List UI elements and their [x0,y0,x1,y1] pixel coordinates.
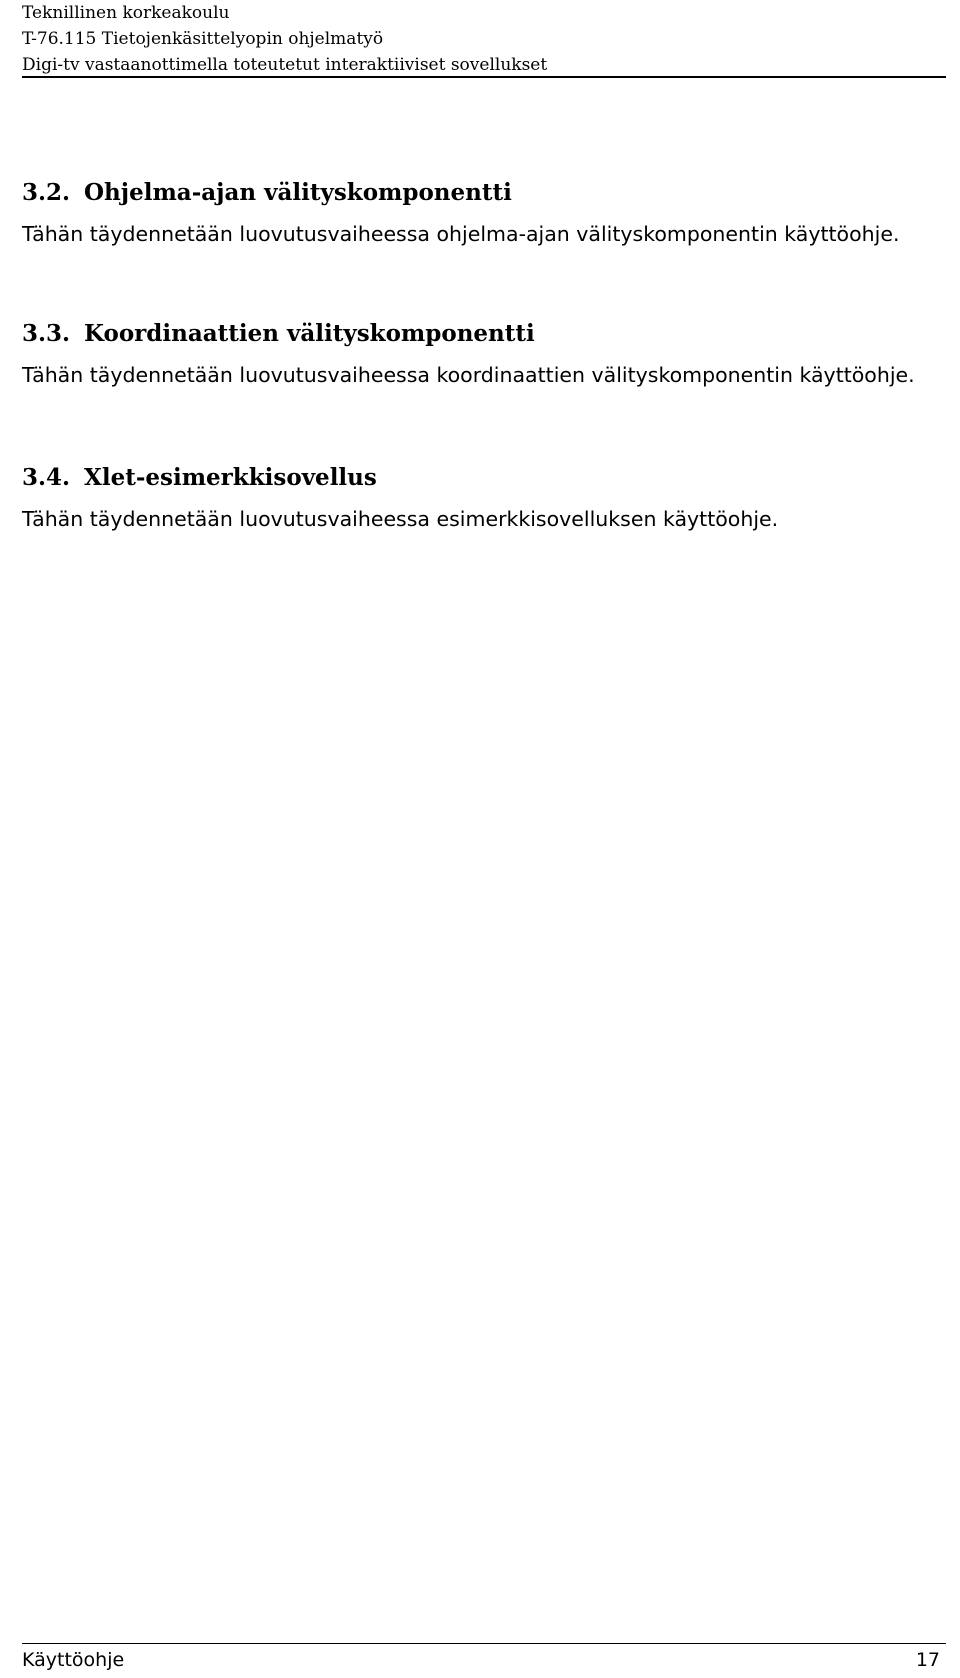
header-institution: Teknillinen korkeakoulu [22,3,230,23]
section-heading [22,178,942,208]
section-number: 3.3. [22,320,71,347]
section-title-text: Xlet-esimerkkisovellus [84,464,377,491]
section-paragraph: Tähän täydennetään luovutusvaiheessa koordinaattien välityskomponentin käyttöohje. [22,363,915,387]
section-number: 3.2. [22,179,71,206]
header-project: Digi-tv vastaanottimella toteutetut interaktiiviset sovellukset [22,55,548,75]
section-3-3 [22,319,942,391]
section-heading [22,463,942,493]
page-number: 17 [915,1649,940,1671]
header-course: T-76.115 Tietojenkäsittelyopin ohjelmatyö [22,29,384,49]
section-3-4 [22,463,942,535]
page-header [22,0,940,78]
section-title-text: Ohjelma-ajan välityskomponentti [84,179,512,206]
footer-document-title: Käyttöohje [22,1649,125,1671]
section-heading [22,319,942,349]
footer-divider [22,1643,946,1644]
section-3-2 [22,178,942,250]
section-number: 3.4. [22,464,71,491]
section-title-text: Koordinaattien välityskomponentti [84,320,535,347]
section-paragraph: Tähän täydennetään luovutusvaiheessa esimerkkisovelluksen käyttöohje. [22,507,779,531]
section-paragraph: Tähän täydennetään luovutusvaiheessa ohjelma-ajan välityskomponentin käyttöohje. [22,222,900,246]
header-divider [22,76,946,78]
